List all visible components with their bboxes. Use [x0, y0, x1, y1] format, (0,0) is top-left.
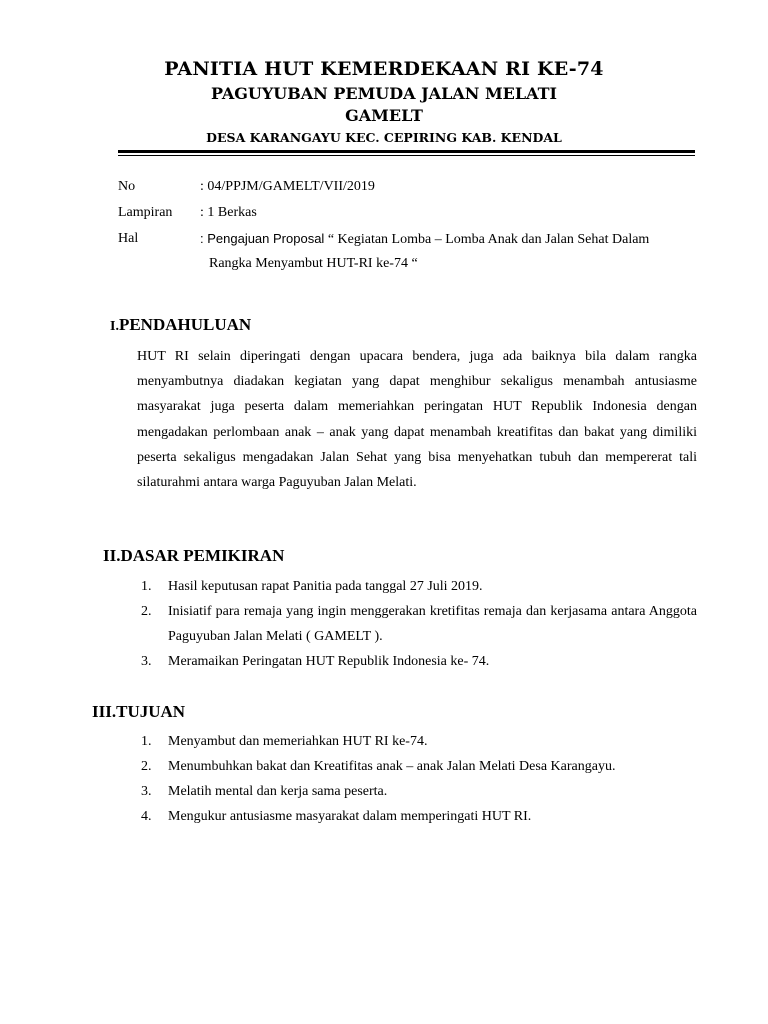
- list-item: [137, 804, 697, 829]
- header-organization: PAGUYUBAN PEMUDA JALAN MELATI: [210, 84, 558, 103]
- section-heading-pendahuluan: [110, 315, 251, 335]
- meta-no-label: No: [118, 179, 136, 194]
- list-item: [137, 779, 697, 804]
- list-item: [137, 574, 697, 599]
- list-item: [137, 754, 697, 779]
- list-item: [137, 599, 697, 649]
- section-number: III.: [92, 702, 117, 721]
- header-divider-thin: [118, 155, 695, 156]
- section-heading-dasar-pemikiran: [103, 546, 284, 566]
- list-item-text: Inisiatif para remaja yang ingin menggerakan kretifitas remaja dan kerjasama antara Anggota Paguyuban Jalan Melati ( GAMELT ).: [168, 604, 697, 644]
- section-heading-tujuan: [92, 702, 185, 722]
- meta-hal-label: Hal: [118, 231, 139, 246]
- section-number: II.: [103, 546, 121, 565]
- section-title: DASAR PEMIKIRAN: [120, 546, 285, 565]
- header-divider-thick: [118, 150, 695, 153]
- meta-hal-prefix: : Pengajuan Proposal: [200, 231, 325, 246]
- header-committee-name: PANITIA HUT KEMERDEKAAN RI KE-74: [164, 58, 604, 80]
- list-item-text: Meramaikan Peringatan HUT Republik Indonesia ke- 74.: [168, 654, 490, 669]
- meta-hal-rest: “ Kegiatan Lomba – Lomba Anak dan Jalan Sehat Dalam: [324, 232, 650, 247]
- list-item-number: 1.: [141, 579, 152, 594]
- tujuan-list: [137, 729, 697, 829]
- meta-no-value: : 04/PPJM/GAMELT/VII/2019: [200, 179, 375, 194]
- list-item-text: Hasil keputusan rapat Panitia pada tanggal 27 Juli 2019.: [168, 579, 483, 594]
- list-item-number: 2.: [141, 604, 152, 619]
- list-item-number: 3.: [141, 654, 152, 669]
- list-item-text: Menyambut dan memeriahkan HUT RI ke-74.: [168, 734, 428, 749]
- list-item-number: 2.: [141, 759, 152, 774]
- list-item-text: Melatih mental dan kerja sama peserta.: [168, 784, 388, 799]
- dasar-pemikiran-list: [137, 574, 697, 674]
- list-item-text: Mengukur antusiasme masyarakat dalam memperingati HUT RI.: [168, 809, 532, 824]
- list-item-text: Menumbuhkan bakat dan Kreatifitas anak – anak Jalan Melati Desa Karangayu.: [168, 759, 616, 774]
- meta-lampiran-label: Lampiran: [118, 205, 173, 220]
- list-item-number: 3.: [141, 784, 152, 799]
- meta-hal-line2: Rangka Menyambut HUT-RI ke-74 “: [209, 256, 418, 271]
- pendahuluan-paragraph: HUT RI selain diperingati dengan upacara bendera, juga ada baiknya bila dalam rangka menyambutnya diadakan kegiatan yang dapat menghibur sekaligus menambah antusiasme masyarakat juga peserta dalam memeriahkan peringatan HUT Republik Indonesia dengan mengadakan perlombaan anak – anak yang dapat menambah kreatifitas dan bakat yang dimiliki peserta sekaligus mengadakan Jalan Sehat yang bisa menyehatkan tubuh dan mempererat tali silaturahmi antara warga Paguyuban Jalan Melati.: [137, 349, 697, 491]
- section-number: I.: [110, 319, 119, 334]
- meta-lampiran-value: : 1 Berkas: [200, 205, 257, 220]
- header-abbreviation: GAMELT: [345, 106, 423, 125]
- list-item-number: 1.: [141, 734, 152, 749]
- list-item-number: 4.: [141, 809, 152, 824]
- section-title: PENDAHULUAN: [118, 315, 252, 334]
- meta-hal-value: [200, 231, 649, 248]
- header-address: DESA KARANGAYU KEC. CEPIRING KAB. KENDAL: [206, 130, 562, 145]
- section-title: TUJUAN: [116, 702, 186, 721]
- list-item: [137, 649, 697, 674]
- list-item: [137, 729, 697, 754]
